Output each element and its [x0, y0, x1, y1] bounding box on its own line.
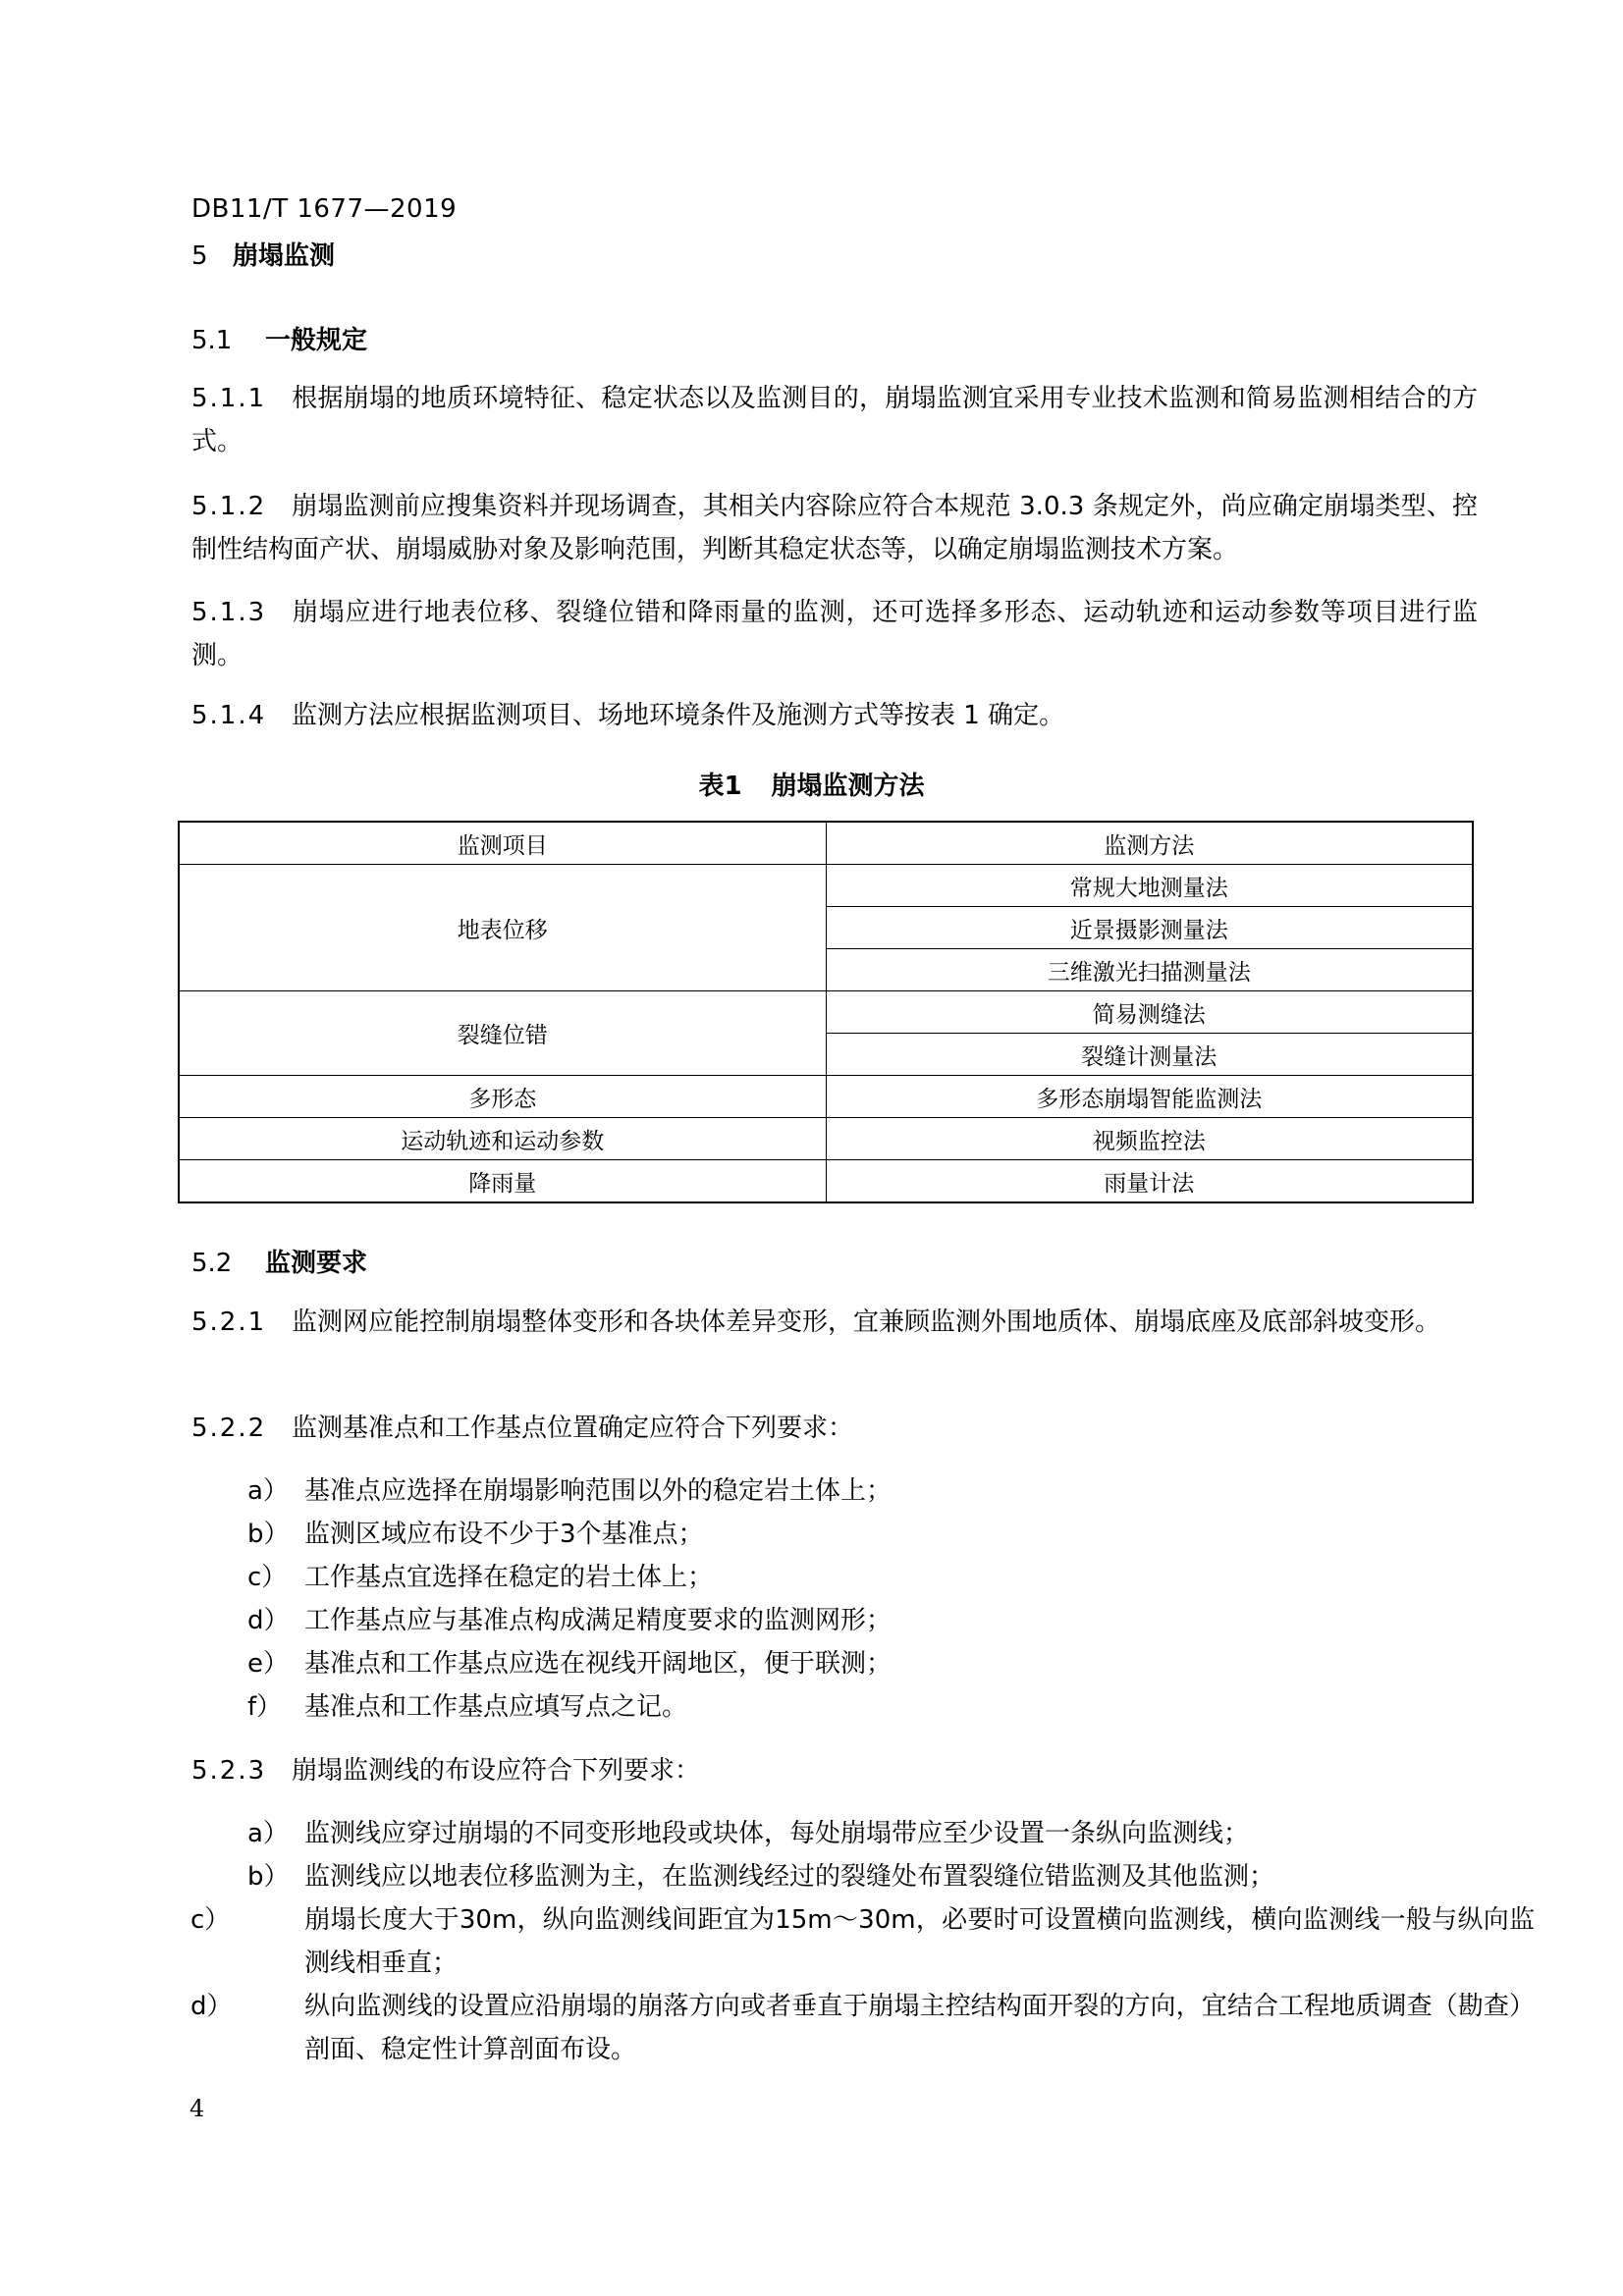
subsection-title: 监测要求 — [265, 1249, 368, 1278]
item-cell: 多形态 — [179, 1076, 826, 1118]
table-title: 崩塌监测方法 — [771, 772, 925, 801]
method-cell: 近景摄影测量法 — [826, 907, 1473, 949]
table-row — [179, 991, 1473, 1034]
table-row — [179, 1076, 1473, 1118]
method-cell: 三维激光扫描测量法 — [826, 949, 1473, 991]
list-item — [247, 1556, 1478, 1599]
clause-text: 监测网应能控制崩塌整体变形和各块体差异变形，宜兼顾监测外围地质体、崩塌底座及底部斜坡变形。 — [292, 1308, 1441, 1337]
list-marker: d） — [247, 1606, 290, 1635]
clause-text: 监测基准点和工作基点位置确定应符合下列要求： — [292, 1414, 854, 1443]
list-item — [247, 1685, 1478, 1729]
list-marker: c） — [190, 1905, 231, 1935]
clause-5-1-3 — [191, 591, 1478, 677]
list-text: 监测线应以地表位移监测为主，在监测线经过的裂缝处布置裂缝位错监测及其他监测； — [304, 1862, 1275, 1892]
subsection-heading-5-2 — [191, 1243, 367, 1279]
list-text: 工作基点应与基准点构成满足精度要求的监测网形； — [304, 1606, 893, 1635]
list-text: 监测线应穿过崩塌的不同变形地段或块体，每处崩塌带应至少设置一条纵向监测线； — [304, 1819, 1250, 1848]
item-cell: 裂缝位错 — [179, 991, 826, 1076]
clause-number: 5.1.2 — [191, 492, 267, 521]
section-heading — [191, 236, 335, 272]
page-number: 4 — [189, 2095, 205, 2122]
subsection-heading-5-1 — [191, 320, 367, 356]
list-item — [247, 1855, 1478, 1898]
clause-text: 监测方法应根据监测项目、场地环境条件及施测方式等按表 1 确定。 — [292, 701, 1065, 730]
clause-text: 崩塌监测前应搜集资料并现场调查，其相关内容除应符合本规范 3.0.3 条规定外，尚应确定崩塌类型、控制性结构面产状、崩塌威胁对象及影响范围，判断其稳定状态等，以确定崩塌监测技术方案。 — [191, 492, 1478, 564]
list-text: 基准点应选择在崩塌影响范围以外的稳定岩土体上； — [304, 1476, 893, 1506]
list-marker: d） — [190, 1992, 233, 2021]
subsection-number: 5.2 — [191, 1249, 233, 1278]
monitoring-method-table — [178, 821, 1474, 1203]
list-marker: b） — [247, 1520, 290, 1549]
list-item — [247, 1812, 1478, 1855]
clause-5-2-3 — [191, 1749, 1478, 1792]
list-marker: b） — [247, 1862, 290, 1892]
clause-text: 根据崩塌的地质环境特征、稳定状态以及监测目的，崩塌监测宜采用专业技术监测和简易监测相结合的方式。 — [191, 384, 1478, 456]
list-item — [247, 1599, 1478, 1642]
table-row — [179, 865, 1473, 907]
method-cell: 视频监控法 — [826, 1118, 1473, 1160]
clause-5-2-2 — [191, 1407, 1478, 1450]
list-text: 基准点和工作基点应选在视线开阔地区，便于联测； — [304, 1649, 893, 1679]
list-item — [247, 1469, 1478, 1513]
item-cell: 地表位移 — [179, 865, 826, 991]
table-row — [179, 1160, 1473, 1203]
list-text: 崩塌长度大于30m，纵向监测线间距宜为15m～30m，必要时可设置横向监测线，横向监测线一般与纵向监测线相垂直； — [304, 1905, 1535, 1978]
list-marker: c） — [247, 1563, 288, 1592]
list-item — [190, 1898, 1535, 1985]
document-code: DB11/T 1677—2019 — [191, 194, 458, 224]
list-item — [247, 1642, 1478, 1685]
table-header-row — [179, 822, 1473, 865]
list-text: 基准点和工作基点应填写点之记。 — [304, 1692, 688, 1722]
clause-number: 5.2.3 — [191, 1756, 267, 1786]
clause-5-1-2 — [191, 485, 1478, 571]
list-item — [247, 1513, 1478, 1556]
list-marker: a） — [247, 1476, 289, 1506]
item-cell: 降雨量 — [179, 1160, 826, 1203]
list-marker: e） — [247, 1649, 289, 1679]
method-cell: 简易测缝法 — [826, 991, 1473, 1034]
section-number: 5 — [191, 241, 208, 271]
clause-number: 5.1.1 — [191, 384, 267, 413]
list-text: 工作基点宜选择在稳定的岩土体上； — [304, 1563, 714, 1592]
clause-5-1-1 — [191, 377, 1478, 463]
list-text: 监测区域应布设不少于3个基准点； — [304, 1520, 704, 1549]
table-row — [179, 1118, 1473, 1160]
clause-text: 崩塌监测线的布设应符合下列要求： — [292, 1756, 701, 1786]
method-cell: 多形态崩塌智能监测法 — [826, 1076, 1473, 1118]
method-cell: 裂缝计测量法 — [826, 1034, 1473, 1076]
list-text: 纵向监测线的设置应沿崩塌的崩落方向或者垂直于崩塌主控结构面开裂的方向，宜结合工程地质调查（勘查）剖面、稳定性计算剖面布设。 — [304, 1992, 1535, 2064]
section-title: 崩塌监测 — [233, 241, 336, 271]
method-cell: 雨量计法 — [826, 1160, 1473, 1203]
subsection-title: 一般规定 — [265, 326, 368, 355]
clause-number: 5.2.1 — [191, 1308, 267, 1337]
list-marker: f） — [247, 1692, 283, 1722]
clause-number: 5.1.3 — [191, 598, 267, 627]
header-cell-method: 监测方法 — [826, 822, 1473, 865]
table-caption — [0, 766, 1623, 802]
clause-number: 5.2.2 — [191, 1414, 267, 1443]
clause-5-1-4 — [191, 694, 1478, 737]
header-cell-item: 监测项目 — [179, 822, 826, 865]
clause-text: 崩塌应进行地表位移、裂缝位错和降雨量的监测，还可选择多形态、运动轨迹和运动参数等项目进行监测。 — [191, 598, 1478, 670]
clause-5-2-1 — [191, 1301, 1478, 1344]
list-item — [190, 1985, 1535, 2071]
clause-number: 5.1.4 — [191, 701, 267, 730]
table-label: 表1 — [698, 772, 742, 801]
subsection-number: 5.1 — [191, 326, 233, 355]
method-cell: 常规大地测量法 — [826, 865, 1473, 907]
item-cell: 运动轨迹和运动参数 — [179, 1118, 826, 1160]
list-marker: a） — [247, 1819, 289, 1848]
